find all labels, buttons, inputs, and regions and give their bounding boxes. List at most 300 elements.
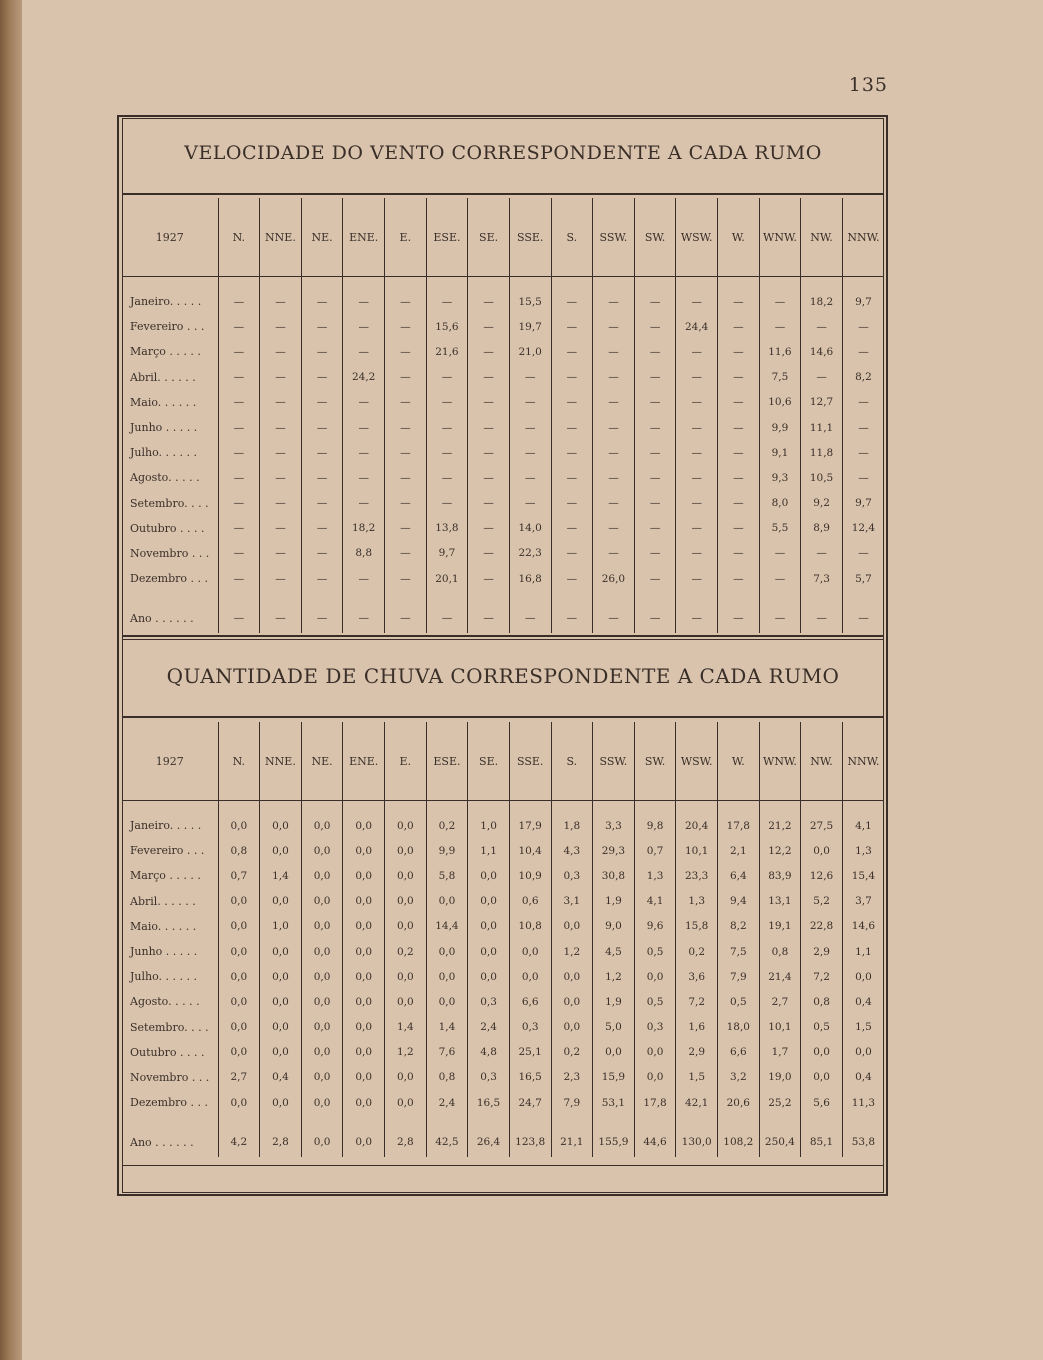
spacer-cell xyxy=(718,801,760,814)
spacer-cell xyxy=(260,801,302,814)
table-cell: 0,0 xyxy=(385,964,427,989)
table-cell: — xyxy=(509,465,551,490)
table-cell: 0,0 xyxy=(593,1040,635,1065)
table-cell: 20,6 xyxy=(718,1090,760,1115)
column-header: NNW. xyxy=(842,198,884,277)
spacer-cell xyxy=(593,277,635,290)
table-cell: 0,0 xyxy=(385,889,427,914)
table-cell: 8,0 xyxy=(759,491,801,516)
table-cell: 24,2 xyxy=(343,365,385,390)
table-cell: 1,4 xyxy=(260,863,302,888)
table-cell: — xyxy=(551,465,593,490)
table-cell: 7,5 xyxy=(759,365,801,390)
table-cell: — xyxy=(593,339,635,364)
table-cell: — xyxy=(634,339,676,364)
table-cell: 0,0 xyxy=(801,1040,843,1065)
table-cell: 0,0 xyxy=(218,964,260,989)
table-cell: 9,0 xyxy=(593,914,635,939)
table-cell: — xyxy=(385,390,427,415)
table-cell: — xyxy=(218,491,260,516)
velocity-table xyxy=(122,198,884,633)
table-cell: — xyxy=(218,314,260,339)
table-cell: 0,2 xyxy=(385,939,427,964)
table-cell: 0,0 xyxy=(509,939,551,964)
table-cell: 0,0 xyxy=(301,989,343,1014)
row-label: Junho . . . . . xyxy=(130,421,198,435)
table-cell: — xyxy=(676,491,718,516)
column-header: WNW. xyxy=(759,722,801,801)
table-cell: 0,0 xyxy=(343,863,385,888)
spacer-cell xyxy=(842,277,884,290)
table-cell: — xyxy=(343,314,385,339)
table-cell: 16,5 xyxy=(468,1090,510,1115)
table-cell: 18,0 xyxy=(718,1015,760,1040)
rain-section-title: QUANTIDADE DE CHUVA CORRESPONDENTE A CADA RUMO xyxy=(166,664,840,688)
table-cell: — xyxy=(718,603,760,633)
spacer-cell xyxy=(801,801,843,814)
table-row xyxy=(122,365,884,390)
table-cell: — xyxy=(842,339,884,364)
table-row xyxy=(122,813,884,838)
table-cell: — xyxy=(759,566,801,591)
table-cell: 0,0 xyxy=(218,1040,260,1065)
spacer-cell xyxy=(509,591,551,603)
table-cell: 24,4 xyxy=(676,314,718,339)
table-cell: 2,8 xyxy=(385,1127,427,1157)
table-cell: — xyxy=(551,440,593,465)
table-cell: 16,5 xyxy=(509,1065,551,1090)
table-cell: 42,1 xyxy=(676,1090,718,1115)
table-cell: 26,4 xyxy=(468,1127,510,1157)
row-label: Julho. . . . . . xyxy=(130,446,197,460)
table-cell: — xyxy=(301,465,343,490)
table-cell: 1,1 xyxy=(842,939,884,964)
table-cell: 14,6 xyxy=(842,914,884,939)
table-cell: 1,7 xyxy=(759,1040,801,1065)
table-cell: 0,3 xyxy=(468,989,510,1014)
table-cell: 0,0 xyxy=(385,1090,427,1115)
table-cell: 0,0 xyxy=(260,1090,302,1115)
row-label: Julho. . . . . . xyxy=(130,970,197,984)
table-cell: — xyxy=(676,541,718,566)
table-cell: 0,3 xyxy=(634,1015,676,1040)
table-cell: — xyxy=(718,566,760,591)
table-cell: — xyxy=(301,415,343,440)
table-cell: 0,3 xyxy=(468,1065,510,1090)
table-cell: — xyxy=(385,314,427,339)
table-cell: 20,1 xyxy=(426,566,468,591)
table-cell: 0,0 xyxy=(343,914,385,939)
table-cell: 21,6 xyxy=(426,339,468,364)
table-cell: — xyxy=(343,415,385,440)
table-cell: — xyxy=(842,390,884,415)
section-divider-rule-thin xyxy=(122,639,884,640)
table-cell: 15,4 xyxy=(842,863,884,888)
table-cell: 9,9 xyxy=(759,415,801,440)
table-cell: 0,0 xyxy=(426,964,468,989)
table-cell: 17,9 xyxy=(509,813,551,838)
table-cell: 8,2 xyxy=(842,365,884,390)
table-cell: — xyxy=(468,516,510,541)
row-label: Dezembro . . . xyxy=(130,1096,208,1110)
spacer-cell xyxy=(343,591,385,603)
table-cell: 2,4 xyxy=(426,1090,468,1115)
table-cell: 42,5 xyxy=(426,1127,468,1157)
table-row xyxy=(122,939,884,964)
table-cell: — xyxy=(634,465,676,490)
table-cell: — xyxy=(301,390,343,415)
table-cell: 9,2 xyxy=(801,491,843,516)
table-cell: 4,1 xyxy=(634,889,676,914)
table-cell: 4,2 xyxy=(218,1127,260,1157)
table-cell: 1,9 xyxy=(593,889,635,914)
table-cell: 15,8 xyxy=(676,914,718,939)
table-cell: 0,8 xyxy=(218,838,260,863)
table-cell: 0,0 xyxy=(468,863,510,888)
table-cell: 17,8 xyxy=(634,1090,676,1115)
table-cell: — xyxy=(260,440,302,465)
table-cell: 0,0 xyxy=(301,838,343,863)
table-cell: — xyxy=(385,365,427,390)
row-label: Novembro . . . xyxy=(130,546,210,560)
table-cell: 8,9 xyxy=(801,516,843,541)
table-cell: 9,9 xyxy=(426,838,468,863)
table-row xyxy=(122,914,884,939)
spacer-cell xyxy=(218,801,260,814)
table-cell: — xyxy=(468,603,510,633)
table-cell: 12,4 xyxy=(842,516,884,541)
spacer-cell xyxy=(759,591,801,603)
table-cell: 0,0 xyxy=(551,1015,593,1040)
table-cell: 0,0 xyxy=(343,1015,385,1040)
row-label: Abril. . . . . . xyxy=(130,370,196,384)
table-cell: — xyxy=(260,465,302,490)
table-cell: — xyxy=(343,289,385,314)
table-cell: — xyxy=(343,491,385,516)
table-cell: — xyxy=(551,365,593,390)
table-cell: 0,0 xyxy=(385,1065,427,1090)
table-cell: — xyxy=(551,566,593,591)
table-cell: 0,0 xyxy=(301,889,343,914)
table-cell: 1,2 xyxy=(593,964,635,989)
table-cell: 3,6 xyxy=(676,964,718,989)
table-cell: 1,2 xyxy=(551,939,593,964)
table-cell: — xyxy=(842,415,884,440)
table-cell: — xyxy=(385,603,427,633)
table-row xyxy=(122,1127,884,1157)
table-cell: — xyxy=(593,314,635,339)
table-cell: 0,0 xyxy=(343,1040,385,1065)
table-cell: 0,7 xyxy=(218,863,260,888)
table-cell: 6,6 xyxy=(718,1040,760,1065)
table-cell: 10,6 xyxy=(759,390,801,415)
table-cell: 250,4 xyxy=(759,1127,801,1157)
table-cell: 25,1 xyxy=(509,1040,551,1065)
table-cell: 0,8 xyxy=(801,989,843,1014)
spacer-cell xyxy=(426,1115,468,1127)
table-cell: — xyxy=(718,541,760,566)
table-cell: 1,4 xyxy=(385,1015,427,1040)
table-cell: — xyxy=(260,516,302,541)
table-bottom-rule xyxy=(122,1165,884,1166)
table-cell: — xyxy=(301,566,343,591)
spacer-cell xyxy=(218,591,260,603)
page-number: 135 xyxy=(848,74,888,96)
table-cell: 0,0 xyxy=(301,1040,343,1065)
table-cell: 0,0 xyxy=(343,964,385,989)
table-cell: 0,0 xyxy=(301,914,343,939)
table-row xyxy=(122,314,884,339)
table-cell: 26,0 xyxy=(593,566,635,591)
table-cell: 0,0 xyxy=(301,813,343,838)
table-cell: — xyxy=(426,603,468,633)
table-cell: 5,8 xyxy=(426,863,468,888)
table-cell: — xyxy=(676,516,718,541)
table-cell: — xyxy=(468,289,510,314)
spacer-cell xyxy=(634,277,676,290)
spacer-cell xyxy=(218,277,260,290)
table-cell: 0,0 xyxy=(260,889,302,914)
table-cell: 4,1 xyxy=(842,813,884,838)
table-cell: — xyxy=(718,440,760,465)
spacer-cell xyxy=(218,1115,260,1127)
table-cell: 0,5 xyxy=(634,989,676,1014)
table-cell: 0,0 xyxy=(426,939,468,964)
table-cell: — xyxy=(260,491,302,516)
table-cell: 22,8 xyxy=(801,914,843,939)
table-cell: 14,4 xyxy=(426,914,468,939)
spacer-cell xyxy=(426,591,468,603)
spacer-cell xyxy=(718,591,760,603)
table-cell: — xyxy=(593,491,635,516)
table-cell: — xyxy=(301,314,343,339)
year-header: 1927 xyxy=(122,722,218,801)
table-cell: — xyxy=(301,516,343,541)
table-cell: — xyxy=(801,541,843,566)
table-cell: — xyxy=(759,289,801,314)
column-header: WSW. xyxy=(676,198,718,277)
table-cell: — xyxy=(218,603,260,633)
table-cell: 7,9 xyxy=(551,1090,593,1115)
table-cell: 17,8 xyxy=(718,813,760,838)
spacer-cell xyxy=(759,277,801,290)
column-header: SW. xyxy=(634,722,676,801)
table-cell: 10,1 xyxy=(759,1015,801,1040)
table-cell: 0,0 xyxy=(260,1015,302,1040)
spacer-cell xyxy=(468,277,510,290)
table-cell: 0,0 xyxy=(218,1090,260,1115)
table-cell: — xyxy=(718,491,760,516)
column-header: SSE. xyxy=(509,198,551,277)
table-cell: 0,0 xyxy=(218,889,260,914)
table-cell: 7,5 xyxy=(718,939,760,964)
table-cell: 0,0 xyxy=(343,1090,385,1115)
table-cell: — xyxy=(343,339,385,364)
spacer-cell xyxy=(718,1115,760,1127)
table-cell: 5,6 xyxy=(801,1090,843,1115)
spacer-cell xyxy=(551,801,593,814)
table-cell: — xyxy=(218,390,260,415)
table-cell: 108,2 xyxy=(718,1127,760,1157)
table-cell: — xyxy=(260,314,302,339)
spacer-cell xyxy=(301,1115,343,1127)
table-cell: — xyxy=(301,339,343,364)
table-cell: 0,0 xyxy=(301,1090,343,1115)
table-row xyxy=(122,491,884,516)
table-cell: — xyxy=(551,339,593,364)
spacer-cell xyxy=(122,277,218,290)
table-cell: — xyxy=(468,440,510,465)
table-cell: 11,8 xyxy=(801,440,843,465)
spacer-cell xyxy=(801,277,843,290)
table-row xyxy=(122,889,884,914)
row-label: Dezembro . . . xyxy=(130,572,208,586)
table-cell: 23,3 xyxy=(676,863,718,888)
table-cell: 0,0 xyxy=(468,939,510,964)
table-cell: 0,0 xyxy=(385,838,427,863)
table-cell: 1,9 xyxy=(593,989,635,1014)
spacer-cell xyxy=(260,1115,302,1127)
spacer-cell xyxy=(301,591,343,603)
table-cell: 29,3 xyxy=(593,838,635,863)
spacer-cell xyxy=(551,1115,593,1127)
spacer-cell xyxy=(842,801,884,814)
table-cell: — xyxy=(509,415,551,440)
table-cell: — xyxy=(385,415,427,440)
table-cell: 21,1 xyxy=(551,1127,593,1157)
table-cell: 10,4 xyxy=(509,838,551,863)
rain-header-row xyxy=(122,722,884,801)
table-cell: 13,1 xyxy=(759,889,801,914)
table-cell: 0,0 xyxy=(260,813,302,838)
table-cell: — xyxy=(551,415,593,440)
spacer-cell xyxy=(842,1115,884,1127)
table-cell: — xyxy=(842,541,884,566)
table-cell: — xyxy=(301,365,343,390)
table-cell: 8,8 xyxy=(343,541,385,566)
table-cell: — xyxy=(426,465,468,490)
table-cell: 0,0 xyxy=(260,964,302,989)
row-label: Abril. . . . . . xyxy=(130,894,196,908)
table-cell: 9,4 xyxy=(718,889,760,914)
table-cell: 0,3 xyxy=(509,1015,551,1040)
table-row xyxy=(122,1040,884,1065)
table-row xyxy=(122,838,884,863)
table-cell: — xyxy=(676,390,718,415)
table-cell: — xyxy=(634,314,676,339)
table-cell: 0,0 xyxy=(634,964,676,989)
table-cell: — xyxy=(301,541,343,566)
table-cell: — xyxy=(301,440,343,465)
column-header: NNE. xyxy=(260,722,302,801)
table-cell: — xyxy=(218,415,260,440)
table-cell: 0,2 xyxy=(676,939,718,964)
table-cell: 1,3 xyxy=(676,889,718,914)
table-cell: — xyxy=(718,365,760,390)
table-cell: 0,0 xyxy=(468,889,510,914)
spacer-cell xyxy=(801,1115,843,1127)
table-cell: — xyxy=(343,465,385,490)
table-cell: 0,0 xyxy=(218,914,260,939)
column-header: WNW. xyxy=(759,198,801,277)
table-cell: 9,1 xyxy=(759,440,801,465)
table-cell: 0,0 xyxy=(301,1127,343,1157)
spacer-row xyxy=(122,277,884,290)
table-cell: 0,0 xyxy=(260,989,302,1014)
table-cell: 0,0 xyxy=(468,914,510,939)
spacer-cell xyxy=(426,801,468,814)
table-cell: — xyxy=(343,390,385,415)
table-cell: 9,6 xyxy=(634,914,676,939)
spacer-cell xyxy=(676,591,718,603)
table-cell: — xyxy=(634,566,676,591)
column-header: NW. xyxy=(801,722,843,801)
table-cell: 0,0 xyxy=(343,889,385,914)
table-cell: 10,9 xyxy=(509,863,551,888)
row-label: Outubro . . . . xyxy=(130,521,205,535)
spacer-cell xyxy=(551,277,593,290)
column-header: NNW. xyxy=(842,722,884,801)
spacer-cell xyxy=(385,277,427,290)
row-label: Agosto. . . . . xyxy=(130,471,200,485)
table-cell: 15,9 xyxy=(593,1065,635,1090)
table-cell: 18,2 xyxy=(343,516,385,541)
table-cell: 4,5 xyxy=(593,939,635,964)
column-header: E. xyxy=(385,722,427,801)
table-cell: 0,5 xyxy=(634,939,676,964)
table-cell: — xyxy=(218,365,260,390)
spacer-cell xyxy=(468,1115,510,1127)
table-cell: 11,6 xyxy=(759,339,801,364)
table-cell: 0,0 xyxy=(343,1127,385,1157)
table-cell: 1,0 xyxy=(260,914,302,939)
row-label: Fevereiro . . . xyxy=(130,320,205,334)
table-cell: — xyxy=(718,516,760,541)
table-cell: 4,3 xyxy=(551,838,593,863)
rain-body xyxy=(122,801,884,1158)
column-header: ENE. xyxy=(343,198,385,277)
table-cell: 24,7 xyxy=(509,1090,551,1115)
spacer-cell xyxy=(718,277,760,290)
table-cell: 7,3 xyxy=(801,566,843,591)
column-header: N. xyxy=(218,198,260,277)
table-cell: — xyxy=(385,566,427,591)
table-cell: — xyxy=(260,603,302,633)
table-cell: 0,3 xyxy=(551,863,593,888)
table-cell: — xyxy=(468,541,510,566)
table-cell: 12,6 xyxy=(801,863,843,888)
spacer-row xyxy=(122,801,884,814)
table-cell: 0,0 xyxy=(218,813,260,838)
table-cell: 5,0 xyxy=(593,1015,635,1040)
table-cell: — xyxy=(593,603,635,633)
table-cell: 0,0 xyxy=(842,964,884,989)
table-cell: — xyxy=(301,491,343,516)
column-header: SSW. xyxy=(593,198,635,277)
table-cell: — xyxy=(426,440,468,465)
table-cell: — xyxy=(676,566,718,591)
table-cell: 0,0 xyxy=(634,1040,676,1065)
table-cell: — xyxy=(759,314,801,339)
column-header: N. xyxy=(218,722,260,801)
spacer-cell xyxy=(301,277,343,290)
table-row xyxy=(122,964,884,989)
column-header: NE. xyxy=(301,198,343,277)
table-cell: 18,2 xyxy=(801,289,843,314)
table-cell: 10,5 xyxy=(801,465,843,490)
table-cell: — xyxy=(218,440,260,465)
spacer-cell xyxy=(634,801,676,814)
